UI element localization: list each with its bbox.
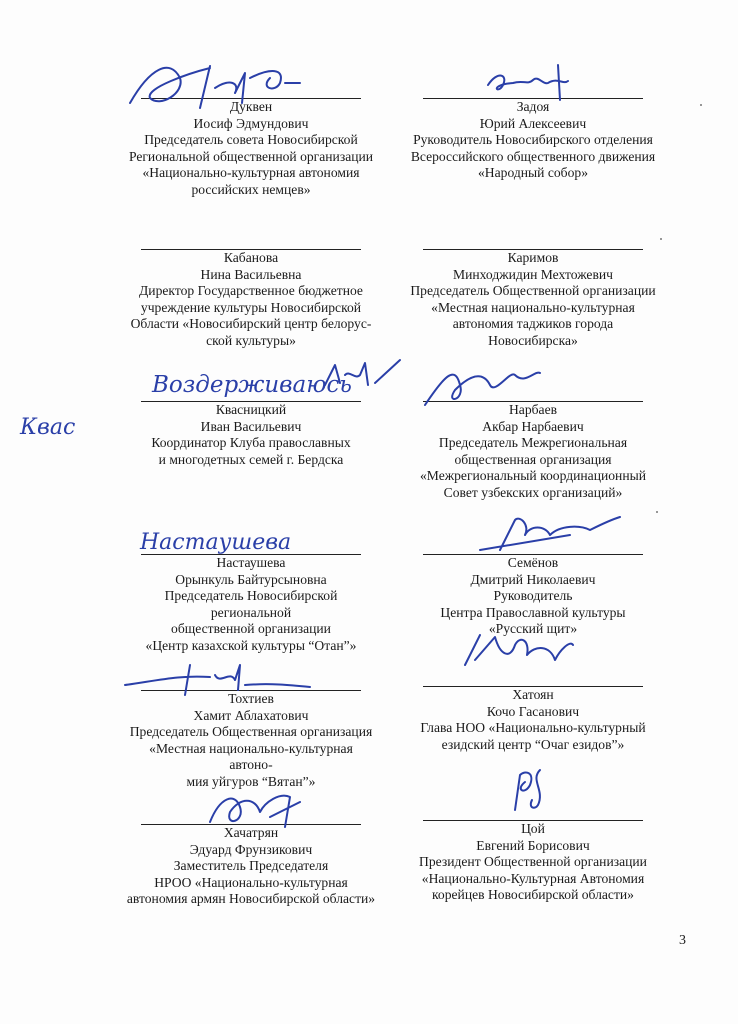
signatory-surname: Кабанова — [223, 250, 279, 265]
signatory-surname: Дуквен — [229, 99, 273, 114]
signatory-position-line: «Центр казахской культуры “Отан”» — [145, 637, 357, 653]
signatory-position-line: Заместитель Председателя — [173, 858, 329, 873]
signatory-position-line: общественной организации — [171, 621, 331, 636]
scan-speck — [660, 238, 662, 240]
signatory-position-line: Руководитель Новосибирского отделения — [413, 132, 653, 147]
signatory-position-line: Области «Новосибирский центр белорус- — [130, 316, 372, 331]
signatory-surname: Семёнов — [507, 555, 559, 570]
signatory-block-tokhtiev — [126, 690, 376, 790]
signatory-block-narbaev — [408, 401, 658, 501]
signatory-position-line: Председатель Общественная организация — [129, 724, 373, 739]
signatory-block-nastausheva — [126, 554, 376, 654]
signatory-position-line: Всероссийского общественного движения — [410, 148, 656, 164]
signatory-surname: Квасницкий — [215, 402, 287, 417]
signatory-name: Акбар Нарбаевич — [482, 418, 584, 434]
signature-kvasnitsky: Квас — [20, 415, 76, 440]
signatory-name: Хамит Аблахатович — [193, 707, 309, 723]
signatory-surname: Цой — [521, 821, 545, 836]
signatory-position-line: «Межрегиональный координационный — [419, 468, 647, 483]
signatory-surname: Нарбаев — [508, 402, 558, 417]
signatory-position-line: Координатор Клуба православных — [151, 435, 351, 450]
signatory-block-karimov — [408, 249, 658, 349]
signatory-name: Юрий Алексеевич — [479, 115, 587, 131]
signature-semenov — [470, 505, 630, 560]
signatory-position-line: учреждение культуры Новосибирской — [140, 299, 362, 315]
abstain-note: Воздерживаюсь — [152, 372, 352, 398]
signatory-name: Кочо Гасанович — [486, 703, 580, 719]
scan-speck — [700, 104, 702, 106]
signatory-block-dukven — [126, 98, 376, 198]
signatory-block-tsoy — [408, 820, 658, 904]
signatory-position-line: общественная организация — [454, 451, 612, 467]
signatory-name: Минходжидин Мехтожевич — [453, 266, 613, 282]
signatory-name: Эдуард Фрунзикович — [189, 841, 313, 857]
signatory-block-khatoyan — [408, 686, 658, 753]
signatory-surname: Задоя — [516, 99, 550, 114]
signatory-position-line: Президент Общественной организации — [419, 854, 647, 869]
signatory-position-line: Председатель Общественной организации — [410, 283, 656, 298]
signatory-name: Дмитрий Николаевич — [470, 571, 596, 587]
signatory-position-line: корейцев Новосибирской области» — [432, 887, 634, 902]
signatory-surname: Хачатрян — [223, 825, 279, 840]
signatory-position-line: мия уйгуров “Вятан”» — [186, 773, 316, 789]
signatory-position-line: Центра Православной культуры — [440, 604, 626, 620]
signatory-name: Орынкуль Байтурсыновна — [175, 571, 327, 587]
signatory-position-line: российских немцев» — [191, 181, 311, 197]
signatory-position-line: Региональной общественной организации — [128, 148, 374, 164]
signature-nastausheva: Настаушева — [140, 530, 292, 555]
scan-speck — [656, 511, 658, 513]
signatory-position-line: «Местная национально-культурная — [431, 299, 635, 315]
signatory-surname: Каримов — [507, 250, 559, 265]
signatory-position-line: «Русский щит» — [488, 621, 578, 636]
signatory-name: Нина Васильевна — [200, 266, 302, 282]
signatory-position-line: Глава НОО «Национально-культурный — [420, 720, 646, 735]
signature-tsoy — [500, 760, 560, 820]
signatory-position-line: «Национально-Культурная Автономия — [421, 870, 645, 886]
signatory-position-line: автономия армян Новосибирской области» — [126, 891, 376, 906]
signatory-block-semenov — [408, 554, 658, 638]
page-number: 3 — [679, 933, 686, 948]
signatory-position-line: Руководитель — [493, 588, 573, 603]
signatory-position-line: автономия таджиков города — [452, 316, 614, 331]
signatory-surname: Хатоян — [512, 687, 554, 702]
signatory-position-line: «Местная национально-культурная автоно- — [149, 740, 353, 772]
signatory-block-kabanova — [126, 249, 376, 349]
signatory-block-khachatryan — [126, 824, 376, 908]
signatory-position-line: Совет узбекских организаций» — [443, 484, 623, 500]
signatory-name: Иосиф Эдмундович — [193, 115, 309, 131]
signatory-surname: Настаушева — [216, 555, 286, 570]
signatory-position-line: Новосибирска» — [488, 332, 578, 348]
signatory-position-line: Председатель Новосибирской региональной — [164, 588, 338, 620]
signatory-position-line: «Национально-культурная автономия — [142, 165, 360, 180]
signatory-surname: Тохтиев — [228, 691, 274, 706]
signatory-position-line: Председатель Межрегиональная — [438, 435, 628, 450]
signatory-position-line: «Народный собор» — [478, 165, 588, 180]
signatory-position-line: Председатель совета Новосибирской — [144, 132, 358, 147]
signatory-position-line: езидский центр “Очаг езидов”» — [441, 736, 625, 752]
signatory-position-line: НРОО «Национально-культурная — [154, 874, 348, 890]
signatory-block-zadoya — [408, 98, 658, 182]
signatory-position-line: Директор Государственное бюджетное — [139, 283, 363, 298]
signatory-name: Иван Васильевич — [200, 418, 302, 434]
signatory-block-kvasnitsky — [126, 401, 376, 468]
signatory-position-line: ской культуры» — [206, 332, 296, 348]
signatory-name: Евгений Борисович — [476, 837, 590, 853]
signatory-position-line: и многодетных семей г. Бердска — [158, 451, 344, 467]
